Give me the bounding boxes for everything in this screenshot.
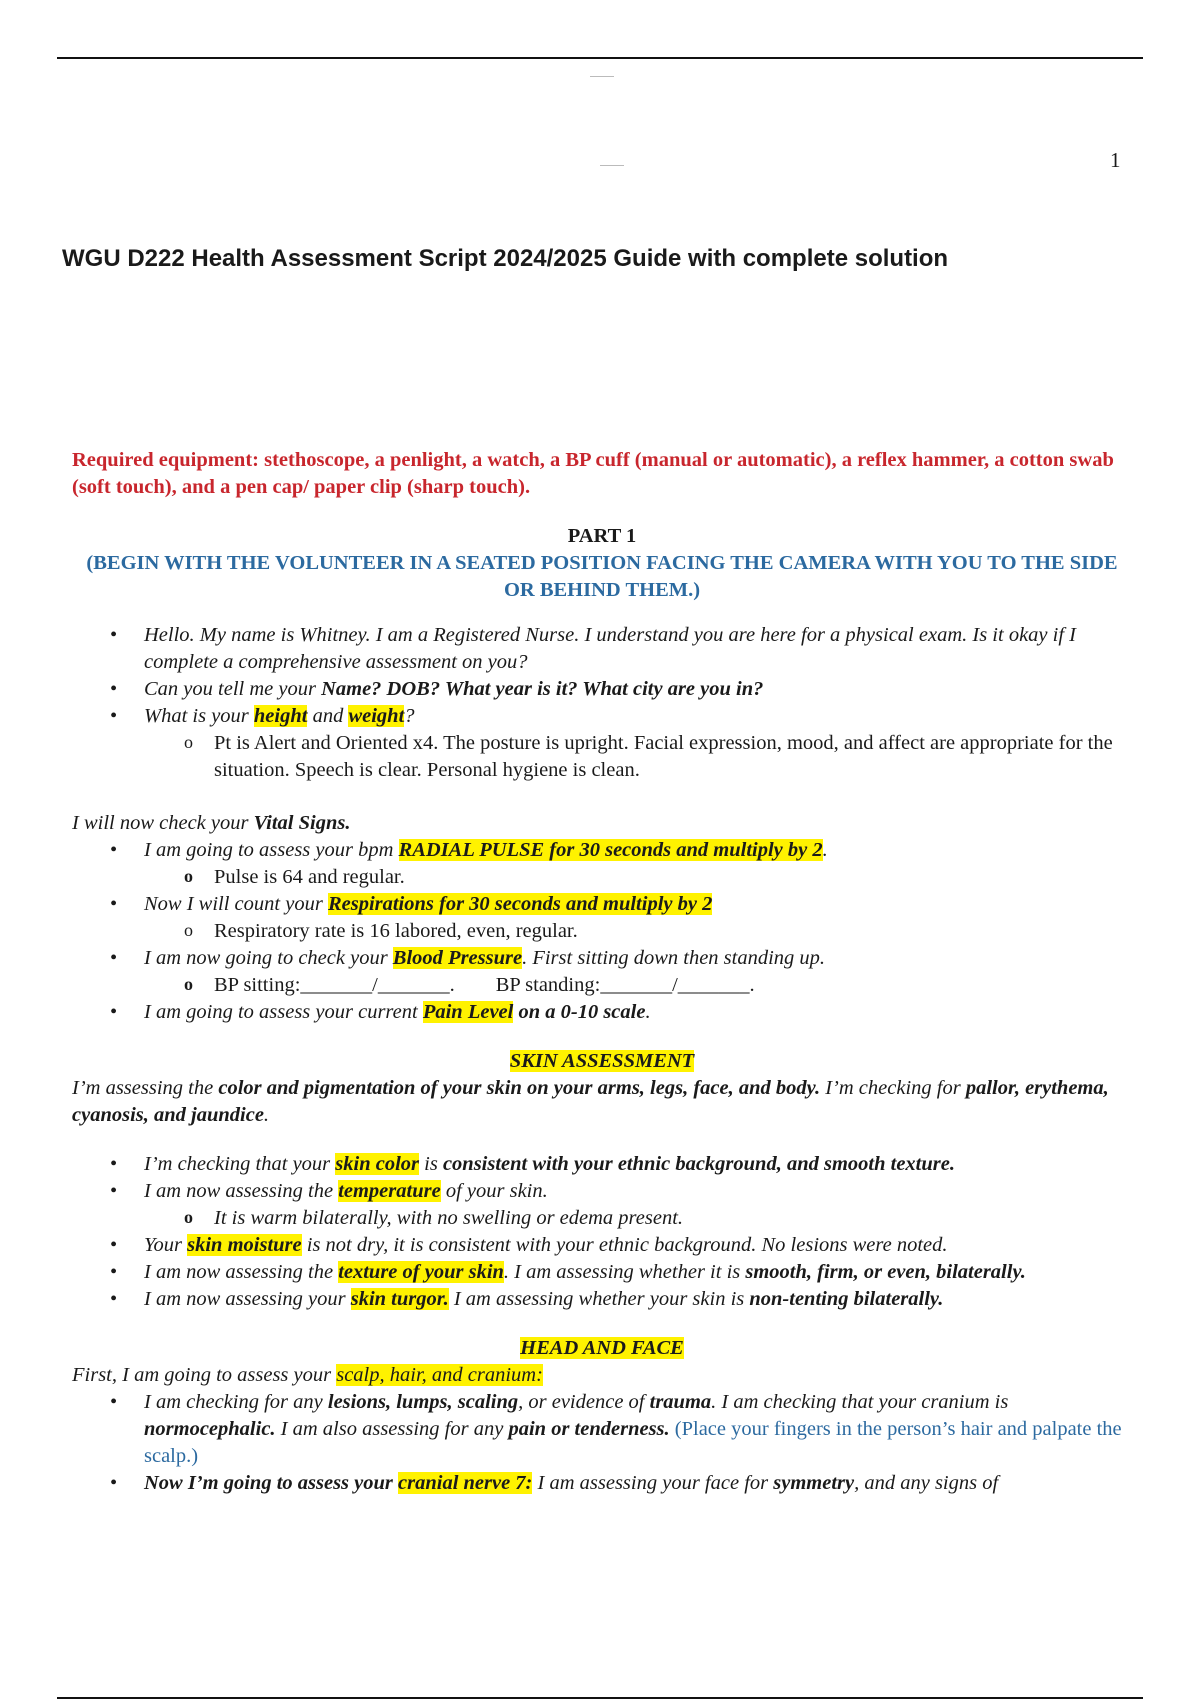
head-heading: HEAD AND FACE (520, 1337, 684, 1359)
list-item: • I am checking for any lesions, lumps, scaling, or evidence of trauma. I am checking that your cranium is normocephalic. I am also assessing for any pain or tenderness. (Place your fingers in the person’s hair and palpate the scalp.) (72, 1389, 1132, 1470)
list-item: • Can you tell me your Name? DOB? What year is it? What city are you in? (72, 676, 1132, 703)
skin-list (72, 1151, 1132, 1313)
vitals-intro: I will now check your Vital Signs. (72, 812, 351, 834)
list-subitem: o BP sitting:_______/_______. BP standing:_______/_______. (72, 972, 1132, 999)
part1-instruction: (BEGIN WITH THE VOLUNTEER IN A SEATED POSITION FACING THE CAMERA WITH YOU TO THE SIDE OR BEHIND THEM.) (86, 552, 1118, 601)
list-item: • I’m checking that your skin color is consistent with your ethnic background, and smooth texture. (72, 1151, 1132, 1178)
list-item: • I am now assessing your skin turgor. I am assessing whether your skin is non-tenting bilaterally. (72, 1286, 1132, 1313)
vitals-list (72, 837, 1132, 1026)
header-dash (600, 165, 624, 166)
list-item: • Now I will count your Respirations for 30 seconds and multiply by 2 (72, 891, 1132, 918)
intro-list (72, 622, 1132, 784)
skin-intro: I’m assessing the color and pigmentation of your skin on your arms, legs, face, and body. I’m checking for pallor, erythema, cyanosis, and jaundice. (72, 1077, 1109, 1126)
skin-heading: SKIN ASSESSMENT (509, 1050, 695, 1072)
bottom-rule (57, 1697, 1143, 1699)
list-subitem: o Pt is Alert and Oriented x4. The posture is upright. Facial expression, mood, and affect are appropriate for the situation. Speech is clear. Personal hygiene is clean. (72, 730, 1132, 784)
list-item: • I am going to assess your bpm RADIAL PULSE for 30 seconds and multiply by 2. (72, 837, 1132, 864)
document-body (72, 447, 1132, 1497)
list-subitem: o Respiratory rate is 16 labored, even, regular. (72, 918, 1132, 945)
list-item: • I am now going to check your Blood Pressure. First sitting down then standing up. (72, 945, 1132, 972)
head-list (72, 1389, 1132, 1497)
document-title: WGU D222 Health Assessment Script 2024/2025 Guide with complete solution (62, 245, 949, 272)
page-number: 1 (1110, 148, 1121, 172)
list-item: • What is your height and weight? (72, 703, 1132, 730)
head-intro: First, I am going to assess your scalp, hair, and cranium: (72, 1364, 543, 1386)
list-item: • Your skin moisture is not dry, it is consistent with your ethnic background. No lesions were noted. (72, 1232, 1132, 1259)
list-item: • Hello. My name is Whitney. I am a Registered Nurse. I understand you are here for a physical exam. Is it okay if I complete a comprehensive assessment on you? (72, 622, 1132, 676)
list-item: • I am now assessing the texture of your skin. I am assessing whether it is smooth, firm, or even, bilaterally. (72, 1259, 1132, 1286)
header-dash (590, 76, 614, 77)
list-item: • I am now assessing the temperature of your skin. (72, 1178, 1132, 1205)
top-rule (57, 57, 1143, 59)
equipment-note: Required equipment: stethoscope, a penlight, a watch, a BP cuff (manual or automatic), a reflex hammer, a cotton swab (soft touch), and a pen cap/ paper clip (sharp touch). (72, 449, 1114, 498)
list-item: • Now I’m going to assess your cranial nerve 7: I am assessing your face for symmetry, and any signs of (72, 1470, 1132, 1497)
list-subitem: o It is warm bilaterally, with no swelling or edema present. (72, 1205, 1132, 1232)
list-subitem: o Pulse is 64 and regular. (72, 864, 1132, 891)
part1-heading: PART 1 (567, 525, 637, 547)
list-item: • I am going to assess your current Pain Level on a 0-10 scale. (72, 999, 1132, 1026)
